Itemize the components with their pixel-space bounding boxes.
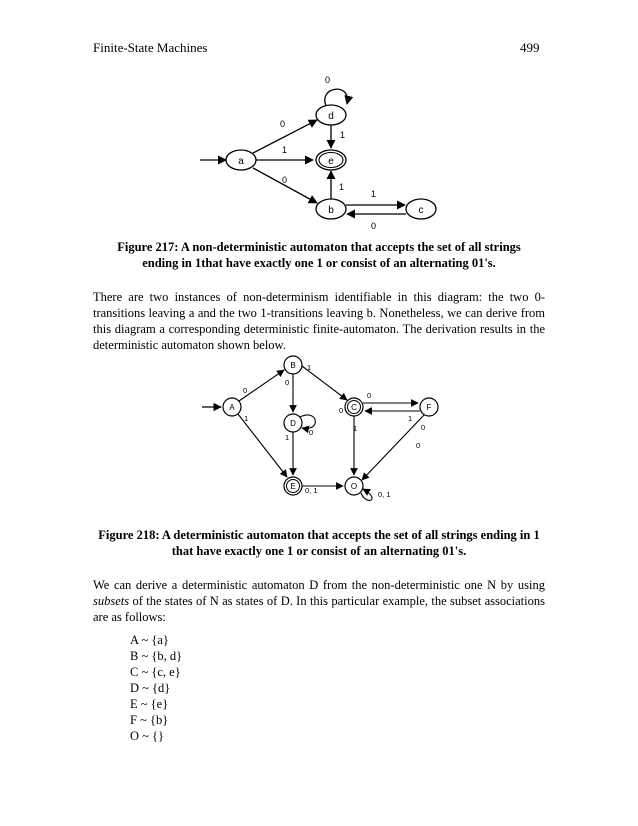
figure-217-caption-line1: Figure 217: A non-deterministic automaton that accepts the set of all strings [117,240,521,254]
label-c-b: 0 [371,221,377,231]
paragraph-nondeterminism [93,289,545,353]
paragraph-subset-construction [93,577,545,625]
subset-item: A ~ {a} [130,633,169,647]
label-B-C: 1 [307,363,312,372]
page-number: 499 [520,40,540,55]
figure-218-diagram [202,356,438,500]
label-C-O: 1 [353,424,358,433]
label-a-e: 1 [282,145,288,155]
state-b-label: b [328,205,334,216]
paragraph1-line2: transitions leaving a and the two 1-transitions leaving b. Nonetheless, we can derive from [93,306,545,320]
paragraph1-line1: There are two instances of non-determinism identifiable in this diagram: the two 0- [93,290,545,304]
subset-item: O ~ {} [130,729,165,743]
paragraph1-line3: this diagram a corresponding deterministic finite-automaton. The derivation results in the [93,322,545,336]
figure-217-caption-line2: ending in 1that have exactly one 1 or consist of an alternating 01's. [142,256,496,270]
state-E-label: E [290,482,296,491]
label-b-e: 1 [339,182,345,192]
label-A-B: 0 [243,386,248,395]
label-d-e: 1 [340,130,346,140]
paragraph2-line2-rest: of the states of N as states of D. In this particular example, the subset associations [129,594,545,608]
paragraph2-line1: We can derive a deterministic automaton D from the non-deterministic one N by using [93,578,545,592]
figure-218-caption [93,527,545,559]
figure-218-caption-line1: Figure 218: A deterministic automaton that accepts the set of all strings ending in 1 [98,528,540,542]
paragraph1-line4: deterministic automaton shown below. [93,338,286,352]
subsets-italic: subsets [93,594,130,608]
state-O-label: O [350,482,358,491]
edge-a-b [253,168,317,203]
label-b-c: 1 [371,189,377,199]
state-c-label: c [418,205,424,216]
label-F-O-lower: 0 [416,441,421,450]
label-F-C: 1 [408,414,413,423]
label-E-O: 0, 1 [305,486,318,495]
figure-218-caption-line2: that have exactly one 1 or consist of an alternating 01's. [171,544,467,558]
state-C-label: C [351,403,357,412]
subset-associations-list [130,632,182,744]
label-D-E: 1 [285,433,290,442]
label-O-loop: 0, 1 [378,490,391,499]
label-A-E: 1 [244,414,249,423]
label-D-loop: 0 [309,428,314,437]
subset-item: C ~ {c, e} [130,665,181,679]
label-a-d: 0 [280,119,286,129]
state-e-label: e [328,156,334,167]
figure-217-caption [93,239,545,271]
label-B-D: 0 [285,378,290,387]
subset-item: D ~ {d} [130,681,171,695]
state-A-label: A [229,403,235,412]
paragraph2-line3: are as follows: [93,610,166,624]
state-F-label: F [426,403,432,412]
state-a-label: a [238,156,244,167]
subset-item: B ~ {b, d} [130,649,183,663]
edge-d-loop [325,89,348,106]
state-D-label: D [290,419,296,428]
label-C-F: 0 [367,391,372,400]
label-d-loop: 0 [325,75,331,85]
label-a-b: 0 [282,175,288,185]
state-d-label: d [328,111,334,122]
label-F-O: 0 [421,423,426,432]
edge-A-E [238,414,290,477]
edge-O-loop [361,489,372,500]
paragraph2-line2 [93,593,545,609]
subset-item: F ~ {b} [130,713,169,727]
subset-item: E ~ {e} [130,697,169,711]
running-header-title: Finite-State Machines [93,40,208,55]
label-C-in: 0 [339,406,344,415]
state-B-label: B [290,361,296,370]
edge-F-O [362,415,424,480]
